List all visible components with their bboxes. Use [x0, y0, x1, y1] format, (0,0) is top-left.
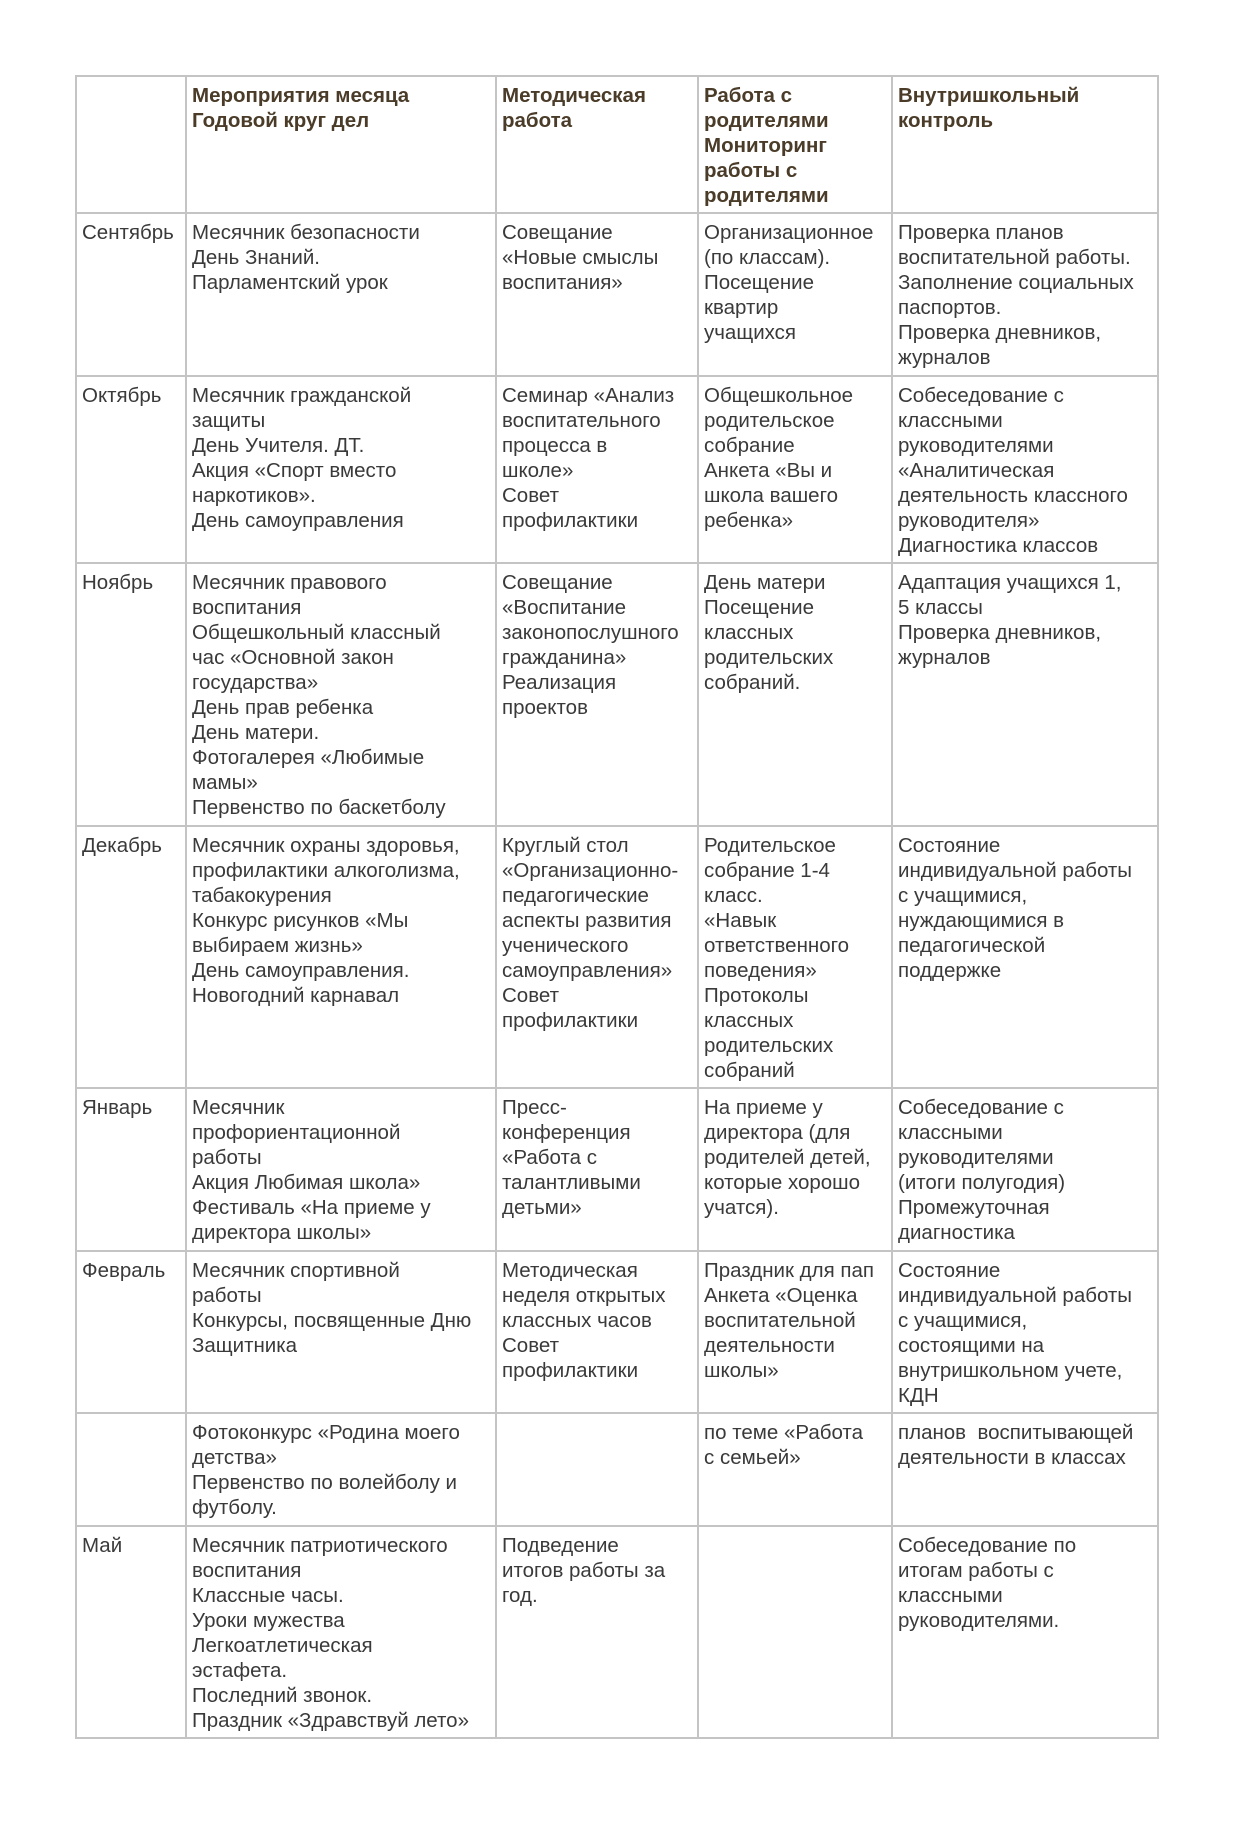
cell-line: государства»: [192, 671, 319, 694]
cell-line: руководителями: [898, 1146, 1054, 1169]
cell-line: педагогической: [898, 934, 1046, 957]
cell-line: КДН: [898, 1384, 939, 1407]
cell-line: час «Основной закон: [192, 646, 394, 669]
header-cell-control: [892, 76, 1158, 213]
cell-line: Месячник спортивной: [192, 1259, 400, 1282]
header-cell-month: [76, 76, 186, 213]
cell-events: [186, 1526, 496, 1738]
cell-line: Адаптация учащихся 1,: [898, 571, 1122, 594]
cell-line: руководителя»: [898, 509, 1040, 532]
cell-month: [76, 1526, 186, 1738]
table-row: [76, 1251, 1158, 1413]
cell-line: детства»: [192, 1446, 277, 1469]
table-row: [76, 376, 1158, 563]
cell-line: Проверка дневников,: [898, 321, 1102, 344]
cell-line: школа вашего: [704, 484, 838, 507]
cell-line: (по классам).: [704, 246, 831, 269]
cell-line: поведения»: [704, 959, 817, 982]
cell-line: Пресс-: [502, 1096, 567, 1119]
cell-line: воспитательной: [704, 1309, 856, 1332]
cell-methodical: [496, 376, 698, 563]
cell-line: родительских: [704, 1034, 834, 1057]
cell-line: защиты: [192, 409, 266, 432]
cell-line: поддержке: [898, 959, 1002, 982]
cell-line: «Аналитическая: [898, 459, 1055, 482]
cell-line: Семинар «Анализ: [502, 384, 675, 407]
cell-line: учатся).: [704, 1196, 779, 1219]
cell-line: 5 классы: [898, 596, 983, 619]
cell-line: Собеседование по: [898, 1534, 1077, 1557]
cell-line: Состояние: [898, 834, 1001, 857]
month-label: Ноябрь: [82, 571, 154, 594]
header-cell-parents: [698, 76, 892, 213]
cell-line: журналов: [898, 646, 991, 669]
cell-line: Классные часы.: [192, 1584, 344, 1607]
cell-line: с учащимися,: [898, 1309, 1028, 1332]
cell-line: Реализация: [502, 671, 617, 694]
cell-line: Фотогалерея «Любимые: [192, 746, 425, 769]
cell-line: Акция «Спорт вместо: [192, 459, 397, 482]
cell-line: Месячник патриотического: [192, 1534, 448, 1557]
cell-line: классных: [704, 621, 794, 644]
cell-line: профилактики: [502, 1009, 639, 1032]
header-line: Мониторинг: [704, 134, 827, 157]
cell-line: мамы»: [192, 771, 258, 794]
cell-line: Конкурсы, посвященные Дню: [192, 1309, 472, 1332]
table-row: [76, 1413, 1158, 1526]
cell-line: воспитательной работы.: [898, 246, 1131, 269]
cell-line: которые хорошо: [704, 1171, 861, 1194]
cell-line: (итоги полугодия): [898, 1171, 1066, 1194]
cell-line: Собеседование с: [898, 384, 1064, 407]
cell-parents: [698, 1526, 892, 1738]
cell-methodical: [496, 213, 698, 376]
cell-methodical: [496, 1413, 698, 1526]
header-line: Годовой круг дел: [192, 109, 370, 132]
cell-line: День матери.: [192, 721, 320, 744]
cell-month: [76, 1413, 186, 1526]
cell-line: школе»: [502, 459, 574, 482]
cell-line: профилактики: [502, 509, 639, 532]
cell-line: День Знаний.: [192, 246, 321, 269]
cell-events: [186, 826, 496, 1088]
cell-line: родительских: [704, 646, 834, 669]
cell-line: футболу.: [192, 1496, 277, 1519]
cell-line: Месячник безопасности: [192, 221, 420, 244]
cell-line: Круглый стол: [502, 834, 629, 857]
cell-line: неделя открытых: [502, 1284, 666, 1307]
table-header-row: [76, 76, 1158, 213]
cell-line: внутришкольном учете,: [898, 1359, 1123, 1382]
cell-control: [892, 563, 1158, 826]
cell-line: деятельности в классах: [898, 1446, 1126, 1469]
header-cell-events: [186, 76, 496, 213]
cell-line: классных часов: [502, 1309, 652, 1332]
cell-line: Совещание: [502, 571, 613, 594]
cell-line: День прав ребенка: [192, 696, 374, 719]
table-row: [76, 213, 1158, 376]
cell-line: итогов работы за: [502, 1559, 666, 1582]
cell-line: Заполнение социальных: [898, 271, 1134, 294]
cell-line: эстафета.: [192, 1659, 288, 1682]
cell-line: проектов: [502, 696, 588, 719]
cell-line: планов воспитывающей: [898, 1421, 1134, 1444]
header-line: работа: [502, 109, 573, 132]
cell-line: Общешкольный классный: [192, 621, 441, 644]
cell-line: по теме «Работа: [704, 1421, 863, 1444]
cell-line: с учащимися,: [898, 884, 1028, 907]
cell-line: Посещение: [704, 596, 814, 619]
cell-line: воспитания: [192, 1559, 302, 1582]
cell-line: наркотиков».: [192, 484, 316, 507]
cell-month: [76, 563, 186, 826]
cell-line: День самоуправления: [192, 509, 404, 532]
cell-line: индивидуальной работы: [898, 1284, 1133, 1307]
cell-parents: [698, 1251, 892, 1413]
cell-line: Первенство по баскетболу: [192, 796, 446, 819]
month-label: Январь: [82, 1096, 153, 1119]
cell-line: детьми»: [502, 1196, 582, 1219]
table-body: [76, 213, 1158, 1738]
header-line: Работа с: [704, 84, 793, 107]
month-label: Февраль: [82, 1259, 166, 1282]
table-row: [76, 1526, 1158, 1738]
cell-line: Акция Любимая школа»: [192, 1171, 421, 1194]
cell-line: выбираем жизнь»: [192, 934, 363, 957]
cell-line: На приеме у: [704, 1096, 823, 1119]
cell-line: «Организационно-: [502, 859, 679, 882]
cell-parents: [698, 376, 892, 563]
cell-line: школы»: [704, 1359, 779, 1382]
cell-line: День матери: [704, 571, 826, 594]
cell-line: паспортов.: [898, 296, 1002, 319]
header-line: родителями: [704, 109, 829, 132]
cell-month: [76, 1251, 186, 1413]
header-line: родителями: [704, 184, 829, 207]
cell-line: руководителями.: [898, 1609, 1060, 1632]
header-line: Внутришкольный: [898, 84, 1080, 107]
cell-line: Совет: [502, 484, 559, 507]
cell-events: [186, 563, 496, 826]
table-row: [76, 1088, 1158, 1251]
cell-methodical: [496, 826, 698, 1088]
cell-events: [186, 1413, 496, 1526]
cell-line: Промежуточная: [898, 1196, 1050, 1219]
cell-line: собраний.: [704, 671, 801, 694]
cell-events: [186, 1088, 496, 1251]
cell-line: Проверка планов: [898, 221, 1064, 244]
cell-line: Совет: [502, 984, 559, 1007]
cell-line: Анкета «Оценка: [704, 1284, 858, 1307]
cell-line: Месячник: [192, 1096, 285, 1119]
cell-line: собраний: [704, 1059, 795, 1082]
cell-line: ребенка»: [704, 509, 794, 532]
cell-line: учащихся: [704, 321, 797, 344]
cell-methodical: [496, 1251, 698, 1413]
cell-line: «Работа с: [502, 1146, 597, 1169]
month-label: Октябрь: [82, 384, 162, 407]
cell-line: журналов: [898, 346, 991, 369]
cell-line: Защитника: [192, 1334, 298, 1357]
cell-line: Посещение: [704, 271, 814, 294]
month-label: Сентябрь: [82, 221, 174, 244]
table-row: [76, 826, 1158, 1088]
cell-line: Подведение: [502, 1534, 619, 1557]
cell-control: [892, 1526, 1158, 1738]
cell-line: Анкета «Вы и: [704, 459, 833, 482]
month-label: Декабрь: [82, 834, 162, 857]
cell-line: с семьей»: [704, 1446, 801, 1469]
cell-line: классных: [704, 1009, 794, 1032]
cell-line: Праздник для пап: [704, 1259, 874, 1282]
cell-line: Фестиваль «На приеме у: [192, 1196, 431, 1219]
cell-line: класс.: [704, 884, 763, 907]
cell-line: профориентационной: [192, 1121, 401, 1144]
cell-line: деятельности: [704, 1334, 835, 1357]
cell-line: «Навык: [704, 909, 777, 932]
header-cell-methodical: [496, 76, 698, 213]
cell-control: [892, 1413, 1158, 1526]
cell-line: профилактики: [502, 1359, 639, 1382]
cell-line: Состояние: [898, 1259, 1001, 1282]
month-label: Май: [82, 1534, 123, 1557]
cell-line: Протоколы: [704, 984, 809, 1007]
cell-methodical: [496, 563, 698, 826]
cell-line: аспекты развития: [502, 909, 672, 932]
cell-line: талантливыми: [502, 1171, 641, 1194]
cell-line: квартир: [704, 296, 779, 319]
cell-line: руководителями: [898, 434, 1054, 457]
cell-line: Месячник правового: [192, 571, 387, 594]
cell-methodical: [496, 1088, 698, 1251]
cell-line: Новогодний карнавал: [192, 984, 400, 1007]
cell-control: [892, 826, 1158, 1088]
cell-line: работы: [192, 1146, 262, 1169]
cell-line: воспитания: [192, 596, 302, 619]
cell-control: [892, 1251, 1158, 1413]
cell-line: Конкурс рисунков «Мы: [192, 909, 409, 932]
cell-line: нуждающимися в: [898, 909, 1065, 932]
cell-line: итогам работы с: [898, 1559, 1054, 1582]
cell-month: [76, 826, 186, 1088]
cell-control: [892, 213, 1158, 376]
cell-control: [892, 1088, 1158, 1251]
cell-month: [76, 213, 186, 376]
cell-events: [186, 1251, 496, 1413]
cell-line: Месячник охраны здоровья,: [192, 834, 460, 857]
cell-line: педагогические: [502, 884, 649, 907]
cell-line: директора школы»: [192, 1221, 372, 1244]
cell-month: [76, 376, 186, 563]
cell-line: год.: [502, 1584, 538, 1607]
cell-line: День Учителя. ДТ.: [192, 434, 365, 457]
cell-line: воспитания»: [502, 271, 623, 294]
cell-line: воспитательного: [502, 409, 661, 432]
cell-parents: [698, 563, 892, 826]
cell-line: Уроки мужества: [192, 1609, 345, 1632]
cell-control: [892, 376, 1158, 563]
header-line: Методическая: [502, 84, 646, 107]
cell-line: родительское: [704, 409, 835, 432]
header-line: контроль: [898, 109, 994, 132]
header-line: работы с: [704, 159, 798, 182]
cell-line: «Новые смыслы: [502, 246, 659, 269]
cell-line: законопослушного: [502, 621, 679, 644]
cell-parents: [698, 213, 892, 376]
cell-line: собрание 1-4: [704, 859, 830, 882]
cell-events: [186, 376, 496, 563]
cell-parents: [698, 826, 892, 1088]
cell-month: [76, 1088, 186, 1251]
cell-line: Праздник «Здравствуй лето»: [192, 1709, 469, 1732]
cell-line: состоящими на: [898, 1334, 1045, 1357]
cell-line: работы: [192, 1284, 262, 1307]
cell-line: собрание: [704, 434, 795, 457]
table-row: [76, 563, 1158, 826]
cell-line: родителей детей,: [704, 1146, 871, 1169]
cell-line: самоуправления»: [502, 959, 673, 982]
cell-line: Общешкольное: [704, 384, 854, 407]
cell-line: Парламентский урок: [192, 271, 388, 294]
cell-line: диагностика: [898, 1221, 1015, 1244]
cell-line: индивидуальной работы: [898, 859, 1133, 882]
cell-line: профилактики алкоголизма,: [192, 859, 460, 882]
cell-line: Собеседование с: [898, 1096, 1064, 1119]
cell-line: Родительское: [704, 834, 836, 857]
cell-line: Методическая: [502, 1259, 638, 1282]
cell-parents: [698, 1088, 892, 1251]
cell-parents: [698, 1413, 892, 1526]
cell-line: Легкоатлетическая: [192, 1634, 373, 1657]
cell-line: Совещание: [502, 221, 613, 244]
cell-events: [186, 213, 496, 376]
cell-line: табакокурения: [192, 884, 332, 907]
cell-line: Совет: [502, 1334, 559, 1357]
cell-line: ответственного: [704, 934, 850, 957]
cell-line: Диагностика классов: [898, 534, 1099, 557]
cell-line: классными: [898, 1121, 1003, 1144]
header-line: Мероприятия месяца: [192, 84, 410, 107]
cell-line: конференция: [502, 1121, 631, 1144]
cell-line: Проверка дневников,: [898, 621, 1102, 644]
cell-line: Фотоконкурс «Родина моего: [192, 1421, 460, 1444]
cell-line: деятельность классного: [898, 484, 1128, 507]
cell-line: Первенство по волейболу и: [192, 1471, 457, 1494]
cell-line: «Воспитание: [502, 596, 627, 619]
cell-line: ученического: [502, 934, 629, 957]
cell-methodical: [496, 1526, 698, 1738]
cell-line: процесса в: [502, 434, 608, 457]
cell-line: классными: [898, 409, 1003, 432]
cell-line: День самоуправления.: [192, 959, 410, 982]
cell-line: директора (для: [704, 1121, 851, 1144]
cell-line: Месячник гражданской: [192, 384, 412, 407]
cell-line: гражданина»: [502, 646, 627, 669]
annual-plan-table: [75, 75, 1159, 1739]
cell-line: Организационное: [704, 221, 874, 244]
cell-line: Последний звонок.: [192, 1684, 373, 1707]
cell-line: классными: [898, 1584, 1003, 1607]
